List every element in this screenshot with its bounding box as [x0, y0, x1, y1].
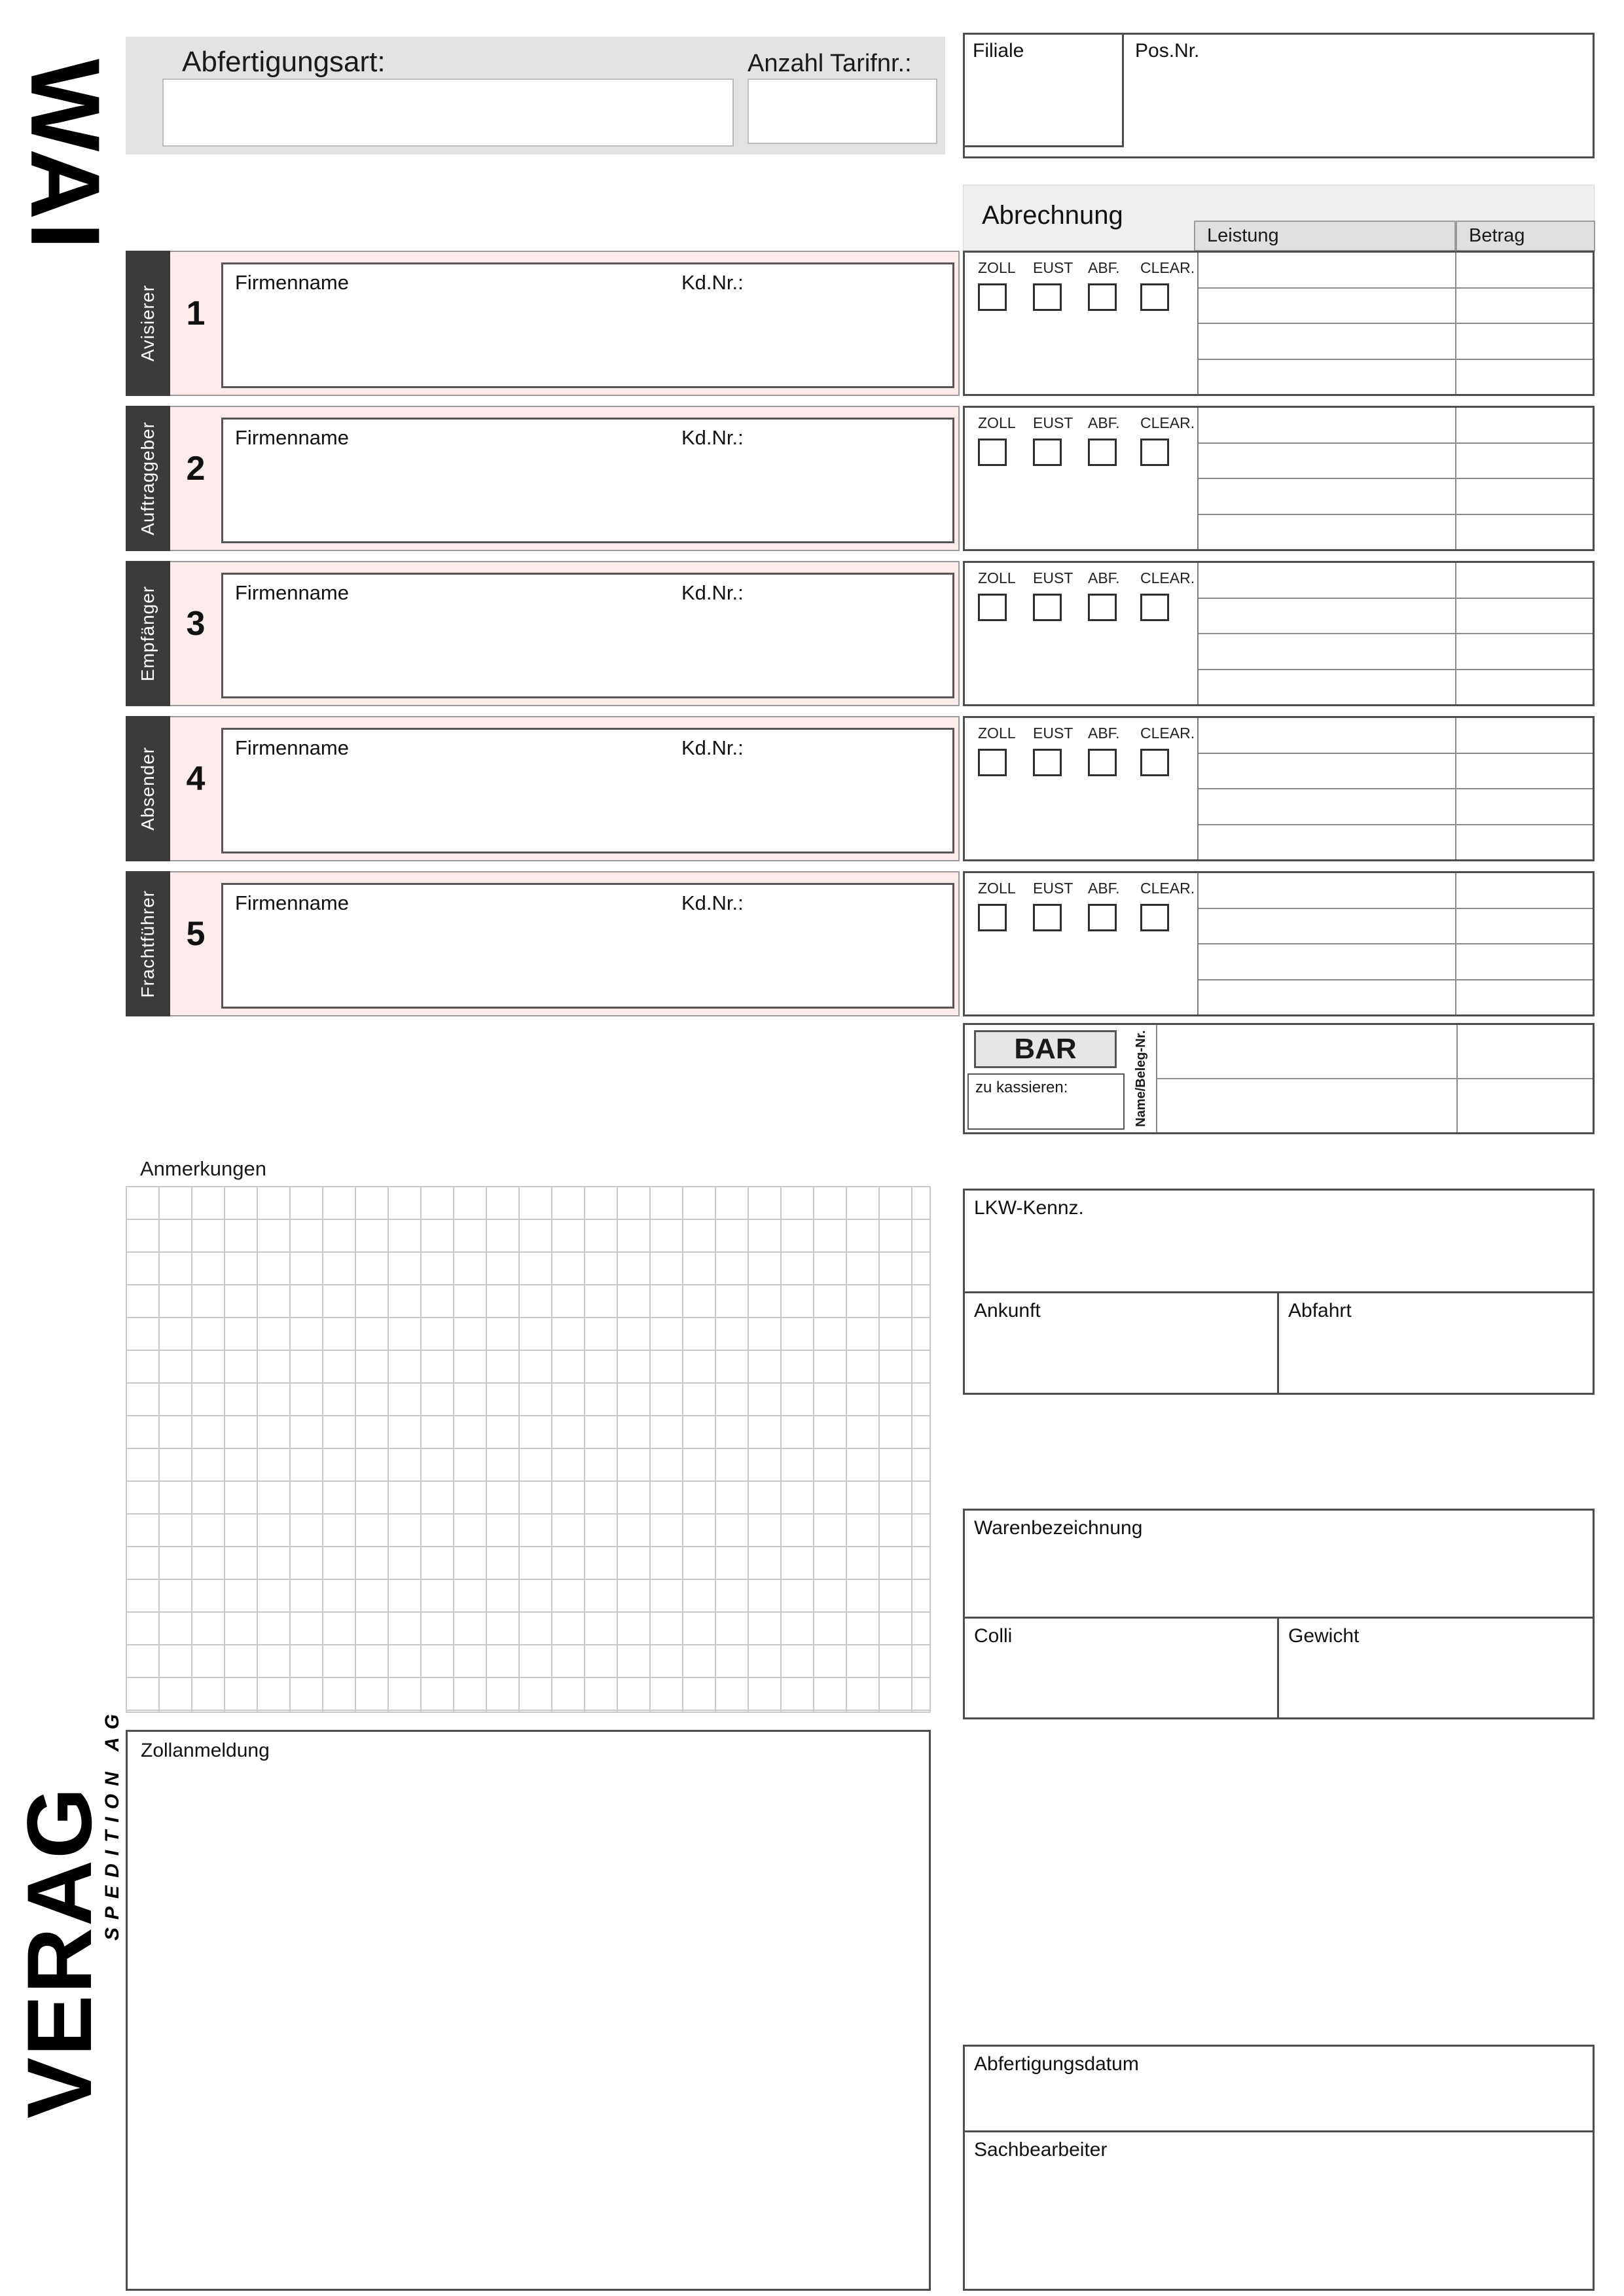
leistung-cell[interactable]: [1199, 515, 1456, 550]
name-beleg-nr-label-area: [1127, 1025, 1155, 1132]
checkbox-group-abf: [1088, 569, 1143, 621]
betrag-cell[interactable]: [1456, 444, 1593, 478]
lkw-times-row: [965, 1293, 1593, 1393]
checkbox-label-clear: CLEAR.: [1140, 725, 1195, 742]
leistung-cell[interactable]: [1199, 825, 1456, 860]
party-abrechnung-area: [963, 406, 1595, 551]
checkbox-group-clear: [1140, 880, 1195, 931]
betrag-cell[interactable]: [1456, 944, 1593, 979]
checkbox-group-eust: [1033, 259, 1088, 311]
betrag-cell[interactable]: [1456, 634, 1593, 669]
checkbox-eust[interactable]: [1033, 749, 1062, 776]
checkbox-label-zoll: ZOLL: [978, 569, 1016, 586]
party-row-avisierer: [126, 251, 1595, 396]
checkbox-zone: [965, 408, 1199, 549]
checkbox-label-eust: EUST: [1033, 569, 1074, 586]
betrag-cell[interactable]: [1456, 479, 1593, 514]
posnr-field[interactable]: [1126, 35, 1593, 156]
betrag-cell[interactable]: [1456, 289, 1593, 323]
betrag-cell[interactable]: [1456, 253, 1593, 287]
betrag-cell[interactable]: [1456, 324, 1593, 359]
checkbox-eust[interactable]: [1033, 904, 1062, 931]
checkbox-eust[interactable]: [1033, 283, 1062, 311]
kdnr-label: Kd.Nr.:: [681, 581, 744, 604]
warenbezeichnung-field[interactable]: [965, 1511, 1593, 1619]
checkbox-abf[interactable]: [1088, 283, 1117, 311]
checkbox-group-clear: [1140, 725, 1195, 776]
role-bar: [126, 406, 170, 551]
betrag-cell[interactable]: [1456, 980, 1593, 1015]
party-number: 4: [186, 760, 206, 798]
abrechnung-header: [963, 185, 1595, 251]
wai-logo: [10, 31, 121, 279]
checkbox-group-abf: [1088, 725, 1143, 776]
betrag-cell[interactable]: [1456, 408, 1593, 442]
kdnr-label: Kd.Nr.:: [681, 736, 744, 759]
filiale-field[interactable]: [965, 35, 1124, 147]
spedition-ag-logo: [96, 1693, 130, 1954]
abrechnung-row: [1199, 253, 1593, 289]
party-address-area: [126, 251, 960, 396]
abrechnung-row: [1199, 789, 1593, 825]
betrag-cell[interactable]: [1458, 1025, 1593, 1078]
colli-label: Colli: [974, 1625, 1013, 1647]
checkbox-zone: [965, 563, 1199, 704]
betrag-cell[interactable]: [1456, 360, 1593, 395]
anzahl-tarifnr-label: Anzahl Tarifnr.:: [748, 50, 912, 77]
zu-kassieren-field[interactable]: [967, 1073, 1125, 1130]
betrag-cell[interactable]: [1456, 718, 1593, 753]
abfertigungsart-label: Abfertigungsart:: [182, 46, 386, 78]
anmerkungen-label: Anmerkungen: [140, 1157, 267, 1180]
leistung-cell[interactable]: [1157, 1025, 1458, 1078]
betrag-cell[interactable]: [1456, 515, 1593, 550]
abrechnung-row: [1199, 479, 1593, 515]
spedition-ag-text: SPEDITION AG: [101, 1706, 124, 1941]
bar-title-box: [974, 1030, 1117, 1068]
sachbearbeiter-label: Sachbearbeiter: [974, 2139, 1108, 2161]
checkbox-eust[interactable]: [1033, 594, 1062, 621]
checkbox-zoll[interactable]: [978, 283, 1007, 311]
zu-kassieren-label: zu kassieren:: [975, 1079, 1068, 1096]
firmenname-field[interactable]: [221, 883, 954, 1009]
abrechnung-grid: [1199, 563, 1593, 704]
party-address-area: [126, 871, 960, 1016]
checkbox-group-clear: [1140, 259, 1195, 311]
lkw-kennz-label: LKW-Kennz.: [974, 1197, 1084, 1219]
firmenname-field[interactable]: [221, 262, 954, 388]
abrechnung-row: [1199, 873, 1593, 909]
checkbox-label-clear: CLEAR.: [1140, 569, 1195, 586]
waren-bottom-row: [965, 1619, 1593, 1717]
role-label: Frachtführer: [137, 889, 158, 998]
leistung-column-header: Leistung: [1194, 221, 1456, 251]
checkbox-group-abf: [1088, 880, 1143, 931]
party-number: 5: [186, 915, 206, 953]
checkbox-zoll[interactable]: [978, 439, 1007, 466]
checkbox-zoll[interactable]: [978, 749, 1007, 776]
abrechnung-row: [1199, 825, 1593, 860]
betrag-cell[interactable]: [1456, 873, 1593, 908]
zollanmeldung-label: Zollanmeldung: [141, 1740, 270, 1761]
leistung-cell[interactable]: [1199, 360, 1456, 395]
leistung-cell[interactable]: [1199, 289, 1456, 323]
bar-title: BAR: [1014, 1033, 1077, 1065]
leistung-cell[interactable]: [1199, 909, 1456, 944]
party-number: 1: [186, 295, 206, 332]
checkbox-label-abf: ABF.: [1088, 259, 1120, 276]
checkbox-label-eust: EUST: [1033, 725, 1074, 742]
checkbox-clear[interactable]: [1140, 283, 1169, 311]
ankunft-label: Ankunft: [974, 1300, 1041, 1321]
role-label: Avisierer: [137, 285, 158, 362]
party-row-empfaenger: [126, 561, 1595, 706]
abrechnung-grid: [1199, 253, 1593, 394]
anzahl-tarifnr-field[interactable]: [748, 79, 937, 144]
leistung-cell[interactable]: [1199, 324, 1456, 359]
abfahrt-label: Abfahrt: [1288, 1300, 1352, 1321]
kdnr-label: Kd.Nr.:: [681, 891, 744, 914]
party-row-absender: [126, 716, 1595, 861]
checkbox-label-zoll: ZOLL: [978, 725, 1016, 742]
betrag-cell[interactable]: [1456, 754, 1593, 789]
role-label: Absender: [137, 747, 158, 831]
checkbox-eust[interactable]: [1033, 439, 1062, 466]
role-label: Empfänger: [137, 586, 158, 681]
checkbox-group-abf: [1088, 259, 1143, 311]
gewicht-field[interactable]: [1279, 1619, 1593, 1717]
checkbox-label-clear: CLEAR.: [1140, 259, 1195, 276]
party-address-area: [126, 406, 960, 551]
abrechnung-row: [1199, 563, 1593, 599]
party-number: 3: [186, 605, 206, 643]
checkbox-clear[interactable]: [1140, 749, 1169, 776]
checkbox-group-eust: [1033, 569, 1088, 621]
party-abrechnung-area: [963, 716, 1595, 861]
checkbox-label-eust: EUST: [1033, 259, 1074, 276]
checkbox-label-abf: ABF.: [1088, 569, 1120, 586]
kdnr-label: Kd.Nr.:: [681, 271, 744, 294]
leistung-cell[interactable]: [1199, 444, 1456, 478]
checkbox-group-clear: [1140, 569, 1195, 621]
lkw-kennz-field[interactable]: [965, 1191, 1593, 1293]
party-abrechnung-area: [963, 251, 1595, 396]
abrechnung-row: [1199, 754, 1593, 790]
firmenname-label: Firmenname: [235, 736, 349, 759]
abfertigungsart-field[interactable]: [162, 79, 734, 147]
zollanmeldung-field[interactable]: [126, 1730, 931, 2291]
abrechnung-row: [1199, 360, 1593, 395]
checkbox-label-clear: CLEAR.: [1140, 880, 1195, 897]
role-bar: [126, 251, 170, 396]
abrechnung-row: [1157, 1025, 1593, 1079]
waren-box: [963, 1509, 1595, 1719]
abrechnung-grid: [1199, 873, 1593, 1014]
party-row-auftraggeber: [126, 406, 1595, 551]
checkbox-group-eust: [1033, 880, 1088, 931]
checkbox-label-abf: ABF.: [1088, 880, 1120, 897]
verag-logo: [8, 1746, 111, 2159]
abrechnung-row: [1199, 944, 1593, 980]
abrechnung-grid: [1199, 408, 1593, 549]
lkw-box: [963, 1189, 1595, 1395]
party-address-area: [126, 716, 960, 861]
checkbox-clear[interactable]: [1140, 594, 1169, 621]
abrechnung-grid: [1199, 718, 1593, 859]
bar-abrechnung-grid: [1156, 1025, 1593, 1132]
warenbezeichnung-label: Warenbezeichnung: [974, 1517, 1143, 1539]
betrag-cell[interactable]: [1456, 825, 1593, 860]
header-band: [126, 37, 945, 154]
abrechnung-row: [1199, 289, 1593, 325]
firmenname-label: Firmenname: [235, 271, 349, 294]
leistung-cell[interactable]: [1199, 599, 1456, 634]
checkbox-group-zoll: [978, 414, 1033, 466]
leistung-cell[interactable]: [1199, 563, 1456, 598]
anmerkungen-grid-field[interactable]: [126, 1186, 931, 1713]
leistung-cell[interactable]: [1157, 1079, 1458, 1132]
abrechnung-row: [1199, 444, 1593, 480]
kdnr-label: Kd.Nr.:: [681, 426, 744, 449]
party-row-frachtfuehrer: [126, 871, 1595, 1016]
checkbox-zone: [965, 253, 1199, 394]
party-address-area: [126, 561, 960, 706]
checkbox-abf[interactable]: [1088, 594, 1117, 621]
leistung-cell[interactable]: [1199, 873, 1456, 908]
leistung-cell[interactable]: [1199, 944, 1456, 979]
abrechnung-row: [1157, 1079, 1593, 1132]
abrechnung-row: [1199, 909, 1593, 945]
checkbox-label-clear: CLEAR.: [1140, 414, 1195, 431]
checkbox-label-abf: ABF.: [1088, 725, 1120, 742]
checkbox-label-zoll: ZOLL: [978, 414, 1016, 431]
filiale-label: Filiale: [973, 40, 1024, 62]
checkbox-label-eust: EUST: [1033, 414, 1074, 431]
name-beleg-nr-label: Name/Beleg-Nr.: [1133, 1030, 1148, 1127]
abrechnung-row: [1199, 408, 1593, 444]
checkbox-abf[interactable]: [1088, 439, 1117, 466]
betrag-cell[interactable]: [1456, 599, 1593, 634]
checkbox-group-zoll: [978, 259, 1033, 311]
leistung-cell[interactable]: [1199, 718, 1456, 753]
firmenname-field[interactable]: [221, 573, 954, 698]
betrag-cell[interactable]: [1456, 563, 1593, 598]
checkbox-group-eust: [1033, 414, 1088, 466]
filiale-posnr-box: [963, 33, 1595, 158]
checkbox-clear[interactable]: [1140, 904, 1169, 931]
colli-field[interactable]: [965, 1619, 1279, 1717]
gewicht-label: Gewicht: [1288, 1625, 1360, 1647]
checkbox-clear[interactable]: [1140, 439, 1169, 466]
betrag-cell[interactable]: [1456, 789, 1593, 824]
checkbox-label-abf: ABF.: [1088, 414, 1120, 431]
verag-logo-text: VERAG: [8, 1786, 111, 2119]
checkbox-label-eust: EUST: [1033, 880, 1074, 897]
leistung-cell[interactable]: [1199, 253, 1456, 287]
checkbox-group-zoll: [978, 569, 1033, 621]
leistung-cell[interactable]: [1199, 980, 1456, 1015]
abrechnung-title: Abrechnung: [982, 201, 1123, 230]
abrechnung-row: [1199, 634, 1593, 670]
abrechnung-row: [1199, 718, 1593, 754]
betrag-cell[interactable]: [1456, 670, 1593, 705]
role-bar: [126, 716, 170, 861]
checkbox-abf[interactable]: [1088, 904, 1117, 931]
checkbox-group-eust: [1033, 725, 1088, 776]
checkbox-group-abf: [1088, 414, 1143, 466]
checkbox-zoll[interactable]: [978, 594, 1007, 621]
abrechnung-row: [1199, 515, 1593, 550]
role-bar: [126, 561, 170, 706]
betrag-column-header: Betrag: [1456, 221, 1595, 251]
checkbox-group-zoll: [978, 880, 1033, 931]
betrag-cell[interactable]: [1458, 1079, 1593, 1132]
firmenname-field[interactable]: [221, 418, 954, 543]
abfertigungsdatum-label: Abfertigungsdatum: [974, 2053, 1139, 2075]
abrechnung-row: [1199, 599, 1593, 635]
checkbox-label-zoll: ZOLL: [978, 259, 1016, 276]
role-label: Auftraggeber: [137, 422, 158, 535]
leistung-cell[interactable]: [1199, 634, 1456, 669]
firmenname-label: Firmenname: [235, 891, 349, 914]
checkbox-group-zoll: [978, 725, 1033, 776]
checkbox-group-clear: [1140, 414, 1195, 466]
firmenname-label: Firmenname: [235, 426, 349, 449]
posnr-label: Pos.Nr.: [1135, 40, 1200, 62]
abrechnung-row: [1199, 324, 1593, 360]
abfahrt-field[interactable]: [1279, 1293, 1593, 1393]
abfertigungsdatum-field[interactable]: [965, 2047, 1593, 2132]
leistung-cell[interactable]: [1199, 754, 1456, 789]
abrechnung-row: [1199, 980, 1593, 1015]
checkbox-zone: [965, 873, 1199, 1014]
abfertigung-box: [963, 2045, 1595, 2291]
firmenname-field[interactable]: [221, 728, 954, 853]
wai-logo-text: WAI: [10, 58, 121, 252]
leistung-cell[interactable]: [1199, 789, 1456, 824]
firmenname-label: Firmenname: [235, 581, 349, 604]
role-bar: [126, 871, 170, 1016]
leistung-cell[interactable]: [1199, 670, 1456, 705]
checkbox-label-zoll: ZOLL: [978, 880, 1016, 897]
checkbox-abf[interactable]: [1088, 749, 1117, 776]
leistung-cell[interactable]: [1199, 408, 1456, 442]
leistung-cell[interactable]: [1199, 479, 1456, 514]
ankunft-field[interactable]: [965, 1293, 1279, 1393]
sachbearbeiter-field[interactable]: [965, 2132, 1593, 2289]
party-abrechnung-area: [963, 561, 1595, 706]
checkbox-zone: [965, 718, 1199, 859]
party-abrechnung-area: [963, 871, 1595, 1016]
bar-section: [963, 1023, 1595, 1134]
abrechnung-row: [1199, 670, 1593, 705]
party-number: 2: [186, 450, 206, 488]
betrag-cell[interactable]: [1456, 909, 1593, 944]
checkbox-zoll[interactable]: [978, 904, 1007, 931]
